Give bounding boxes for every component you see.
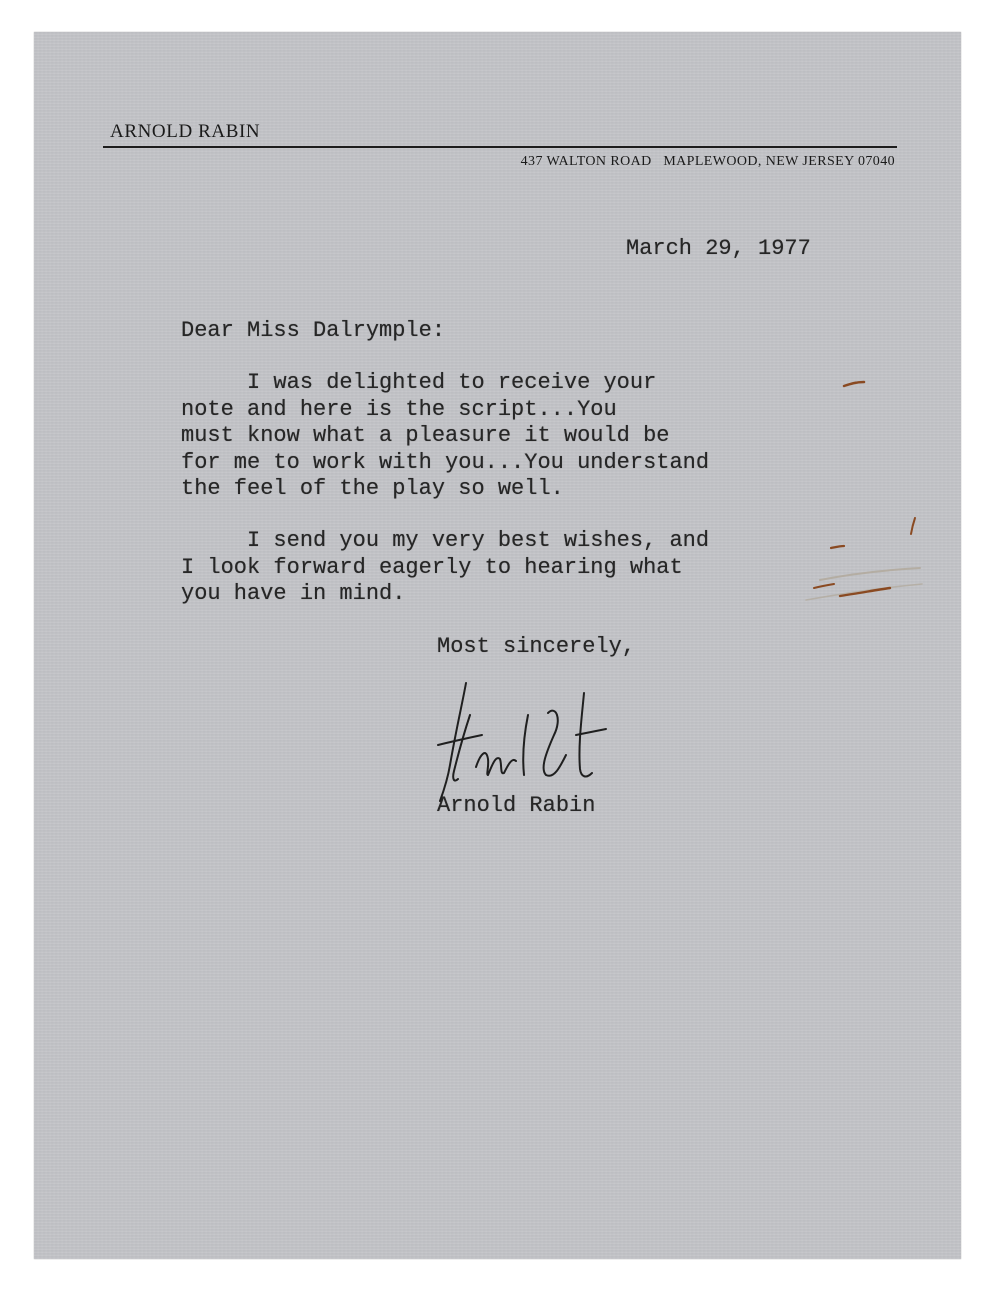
letterhead-address: 437 WALTON ROAD MAPLEWOOD, NEW JERSEY 07040 (520, 154, 895, 169)
rust-stain-mark (828, 540, 848, 554)
body-paragraph-2: I send you my very best wishes, and I look forward eagerly to hearing what you have in mind. (181, 528, 710, 606)
typed-signature-name: Arnold Rabin (437, 793, 596, 818)
letter-date: March 29, 1977 (626, 236, 811, 261)
handwritten-signature (436, 675, 626, 805)
salutation: Dear Miss Dalrymple: (181, 318, 446, 343)
rust-stain-mark (800, 560, 930, 610)
closing: Most sincerely, (437, 634, 636, 659)
body-paragraph-1: I was delighted to receive your note and here is the script...You must know what a pleasure it would be for me to work with you...You understand the feel of the play so well. (181, 370, 710, 501)
letterhead-rule (103, 146, 897, 148)
rust-stain-mark (905, 514, 925, 538)
letterhead-name: ARNOLD RABIN (110, 121, 261, 142)
rust-stain-mark (840, 374, 870, 394)
